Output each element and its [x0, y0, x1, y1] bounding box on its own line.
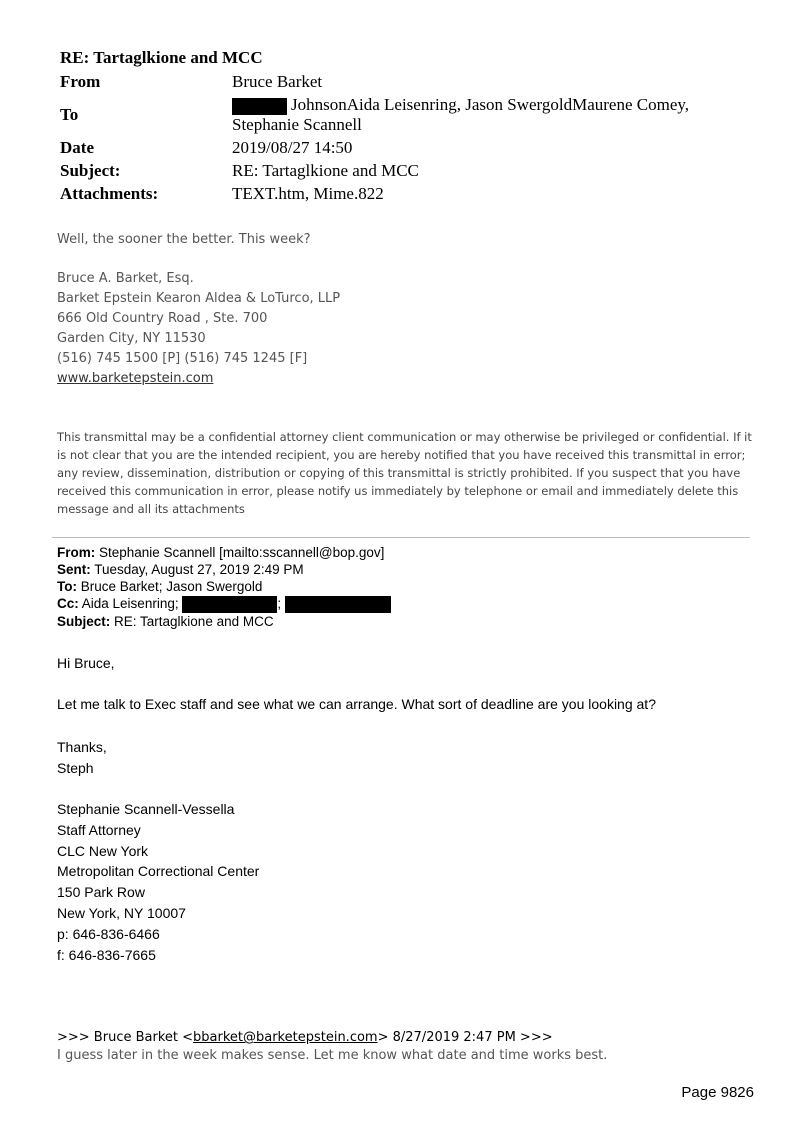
to-value: Bruce Barket; Jason Swergold: [77, 579, 263, 594]
from-label: From:: [57, 545, 96, 560]
website-link[interactable]: www.barketepstein.com: [57, 371, 214, 386]
reply-signature: [57, 269, 340, 389]
header-row-date: [60, 136, 752, 159]
redaction-block: [182, 596, 277, 613]
quoted-text: I guess later in the week makes sense. Let me know what date and time works best.: [57, 1048, 608, 1063]
header-value: TEXT.htm, Mime.822: [232, 183, 384, 203]
header-value: Bruce Barket: [232, 72, 323, 91]
header-value: 2019/08/27 14:50: [232, 137, 353, 157]
signature-line: p: 646-836-6466: [57, 925, 160, 942]
closing: [57, 737, 107, 779]
confidentiality-disclaimer: This transmittal may be a confidential attorney client communication or may otherwise be privileged or confidential. If it is not clear that you are the intended recipient, you are hereby notified that you have received this transmittal in error; any review, dissemination, distribution or copying of this transmittal is strictly prohibited. If you suspect that you have received this communication in error, please notify us immediately by telephone or email and immediately delete this message and all its attachments: [57, 430, 752, 516]
divider: [52, 537, 750, 538]
to-label: To:: [57, 579, 77, 594]
forwarded-header: [57, 544, 391, 630]
signature-line: Barket Epstein Kearon Aldea & LoTurco, LLP: [57, 291, 341, 306]
header-table: [60, 70, 752, 205]
header-row-from: [60, 70, 752, 93]
header-key: Subject:: [60, 160, 121, 180]
signature-line: (516) 745 1500 [P] (516) 745 1245 [F]: [57, 351, 308, 366]
message-body: Let me talk to Exec staff and see what we can arrange. What sort of deadline are you looking at?: [57, 696, 656, 712]
header-value: [232, 93, 752, 136]
quoted-suffix: > 8/27/2019 2:47 PM >>>: [377, 1030, 553, 1045]
from-value: Stephanie Scannell [mailto:sscannell@bop.gov]: [95, 545, 385, 560]
email-header: [57, 46, 757, 205]
closing-line: Thanks,: [57, 739, 107, 755]
quoted-email-link[interactable]: bbarket@barketepstein.com: [193, 1030, 378, 1045]
to-recipients-line2: Stephanie Scannell: [232, 114, 362, 134]
to-recipients-line1: JohnsonAida Leisenring, Jason SwergoldMaurene Comey,: [291, 95, 690, 114]
subject-value: RE: Tartaglkione and MCC: [110, 613, 274, 629]
cc-value: Aida Leisenring;: [78, 596, 183, 611]
reply-text: Well, the sooner the better. This week?: [57, 232, 311, 247]
signature-line: 666 Old Country Road , Ste. 700: [57, 311, 268, 326]
sent-value: Tuesday, August 27, 2019 2:49 PM: [90, 562, 304, 577]
header-row-attachments: [60, 182, 752, 205]
signature-line: Garden City, NY 11530: [57, 331, 206, 346]
forwarded-signature: [57, 799, 259, 965]
signature-line: Staff Attorney: [57, 821, 141, 838]
quoted-message: [57, 1029, 607, 1065]
quoted-header: [57, 1029, 607, 1047]
sent-label: Sent:: [57, 562, 91, 577]
cc-separator: ;: [277, 596, 282, 611]
greeting: Hi Bruce,: [57, 655, 115, 671]
subject-label: Subject:: [57, 613, 111, 629]
signature-line: f: 646-836-7665: [57, 946, 156, 963]
header-key: Date: [60, 137, 94, 157]
page-number: Page 9826: [681, 1084, 754, 1101]
closing-name: Steph: [57, 760, 94, 776]
header-key: To: [60, 104, 79, 124]
signature-line: CLC New York: [57, 842, 149, 859]
signature-line: Stephanie Scannell-Vessella: [57, 801, 235, 817]
header-row-to: [60, 93, 752, 136]
signature-line: Metropolitan Correctional Center: [57, 863, 260, 880]
email-title: RE: Tartaglkione and MCC: [60, 48, 263, 67]
header-key: Attachments:: [60, 183, 159, 203]
signature-line: New York, NY 10007: [57, 904, 186, 921]
quoted-prefix: >>> Bruce Barket <: [57, 1030, 194, 1045]
redaction-block: [232, 98, 287, 115]
header-row-subject: [60, 159, 752, 182]
redaction-block: [285, 596, 391, 613]
signature-line: 150 Park Row: [57, 884, 145, 901]
header-value: RE: Tartaglkione and MCC: [232, 160, 419, 180]
cc-label: Cc:: [57, 596, 79, 611]
header-key: From: [60, 72, 101, 91]
signature-line: Bruce A. Barket, Esq.: [57, 271, 194, 286]
